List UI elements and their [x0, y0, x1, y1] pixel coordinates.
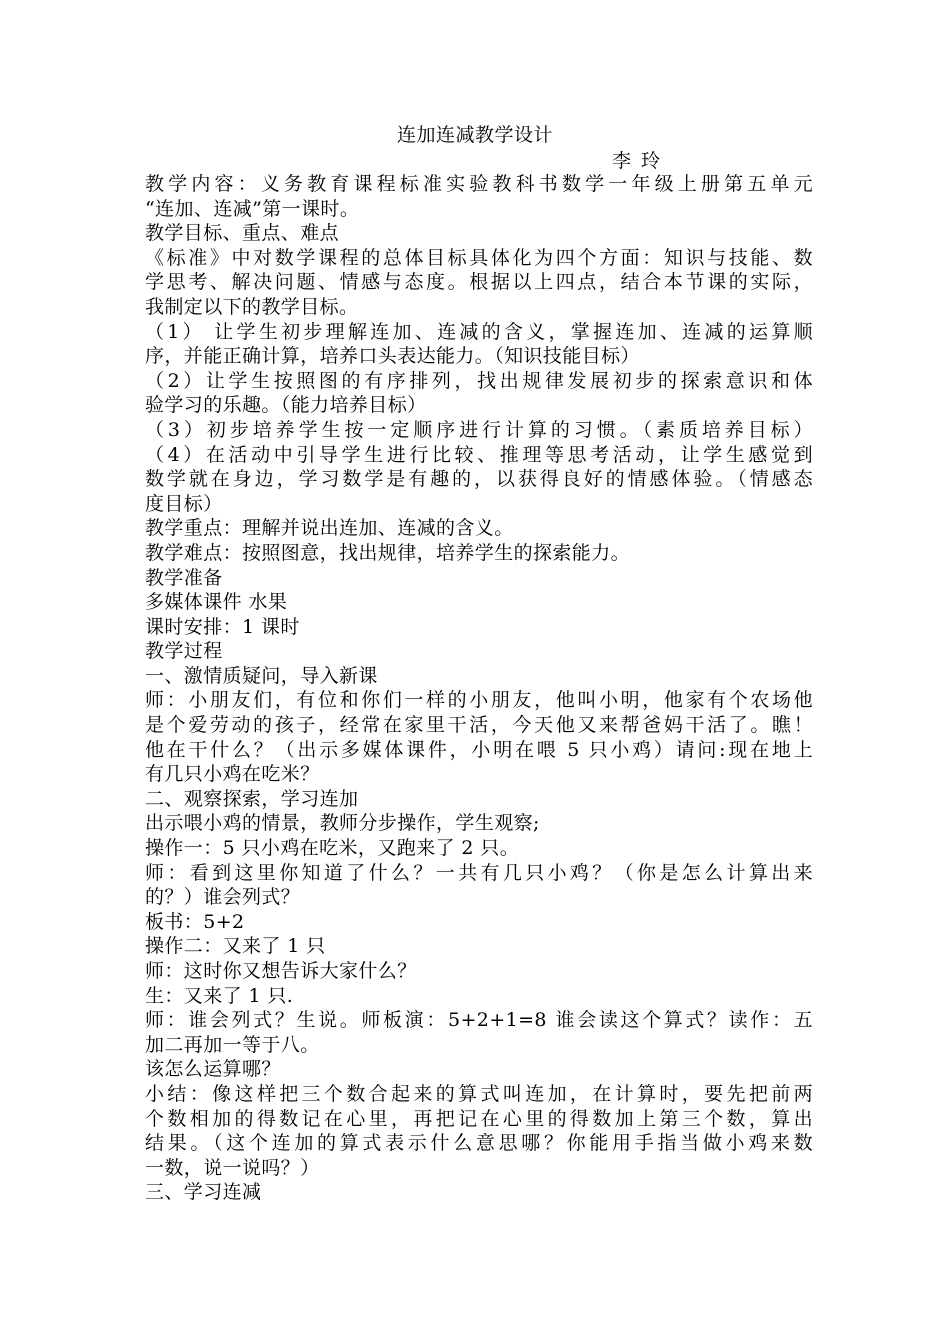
body-line: 是个爱劳动的孩子，经常在家里干活，今天他又来帮爸妈干活了。瞧！: [145, 714, 813, 737]
body-line: 数学就在身边，学习数学是有趣的，以获得良好的情感体验。（情感态: [145, 468, 813, 491]
body-line: 二、观察探索，学习连加: [145, 787, 359, 810]
body-line: 操作二：又来了 1 只: [145, 935, 326, 958]
body-line: 的？）谁会列式？: [145, 886, 301, 909]
body-line: 度目标）: [145, 492, 223, 515]
document-title: 连加连减教学设计: [396, 124, 553, 146]
body-line: 课时安排：1 课时: [145, 615, 300, 638]
document-body: [145, 172, 813, 1205]
body-line: 多媒体课件 水果: [145, 591, 288, 614]
body-line: “连加、连减”第一课时。: [145, 197, 360, 220]
body-line: 验学习的乐趣。（能力培养目标）: [145, 394, 427, 417]
body-line: 操作一：5 只小鸡在吃米，又跑来了 2 只。: [145, 837, 520, 860]
body-line: 出示喂小鸡的情景，教师分步操作，学生观察;: [145, 812, 540, 835]
body-line: （3）初步培养学生按一定顺序进行计算的习惯。（素质培养目标）: [145, 418, 813, 441]
body-line: 序，并能正确计算，培养口头表达能力。（知识技能目标）: [145, 345, 640, 368]
body-line: 生：又来了 1 只.: [145, 984, 294, 1007]
body-line: 我制定以下的教学目标。: [145, 295, 359, 318]
body-line: 教学难点：按照图意，找出规律，培养学生的探索能力。: [145, 541, 631, 564]
document-author: 李玲: [612, 150, 671, 172]
body-line: 三、学习连减: [145, 1181, 262, 1204]
body-line: （2）让学生按照图的有序排列，找出规律发展初步的探索意识和体: [145, 369, 813, 392]
body-line: 师：这时你又想告诉大家什么？: [145, 960, 417, 982]
body-line: 教学内容：义务教育课程标准实验教科书数学一年级上册第五单元: [145, 173, 813, 195]
body-line: 教学准备: [145, 566, 223, 589]
body-line: 板书：5+2: [145, 910, 245, 933]
body-line: 教学目标、重点、难点: [145, 222, 340, 245]
body-line: 教学重点：理解并说出连加、连减的含义。: [145, 517, 514, 540]
body-line: 一、激情质疑问，导入新课: [145, 664, 378, 687]
body-line: 结果。（这个连加的算式表示什么意思哪？你能用手指当做小鸡来数: [145, 1132, 813, 1155]
body-line: 个数相加的得数记在心里，再把记在心里的得数加上第三个数，算出: [145, 1107, 813, 1130]
body-line: 小结：像这样把三个数合起来的算式叫连加，在计算时，要先把前两: [145, 1082, 813, 1105]
body-line: 有几只小鸡在吃米？: [145, 763, 320, 786]
body-line: 师：谁会列式？生说。师板演：5+2+1=8 谁会读这个算式？读作：五: [145, 1009, 813, 1032]
body-line: （4）在活动中引导学生进行比较、推理等思考活动，让学生感觉到: [145, 443, 813, 466]
body-line: 加二再加一等于八。: [145, 1033, 320, 1056]
body-line: 一数，说一说吗？）: [145, 1156, 320, 1179]
body-line: 该怎么运算哪？: [145, 1058, 281, 1081]
body-line: （1） 让学生初步理解连加、连减的含义，掌握连加、连减的运算顺: [145, 320, 813, 343]
body-line: 《标准》中对数学课程的总体目标具体化为四个方面：知识与技能、数: [145, 246, 813, 269]
body-line: 学思考、解决问题、情感与态度。根据以上四点，结合本节课的实际，: [145, 271, 813, 294]
body-line: 教学过程: [145, 640, 223, 663]
body-line: 师：小朋友们，有位和你们一样的小朋友，他叫小明，他家有个农场他: [145, 689, 813, 712]
body-line: 他在干什么？（出示多媒体课件，小明在喂 5 只小鸡）请问:现在地上: [145, 738, 813, 761]
body-line: 师：看到这里你知道了什么？一共有几只小鸡？（你是怎么计算出来: [145, 861, 813, 884]
